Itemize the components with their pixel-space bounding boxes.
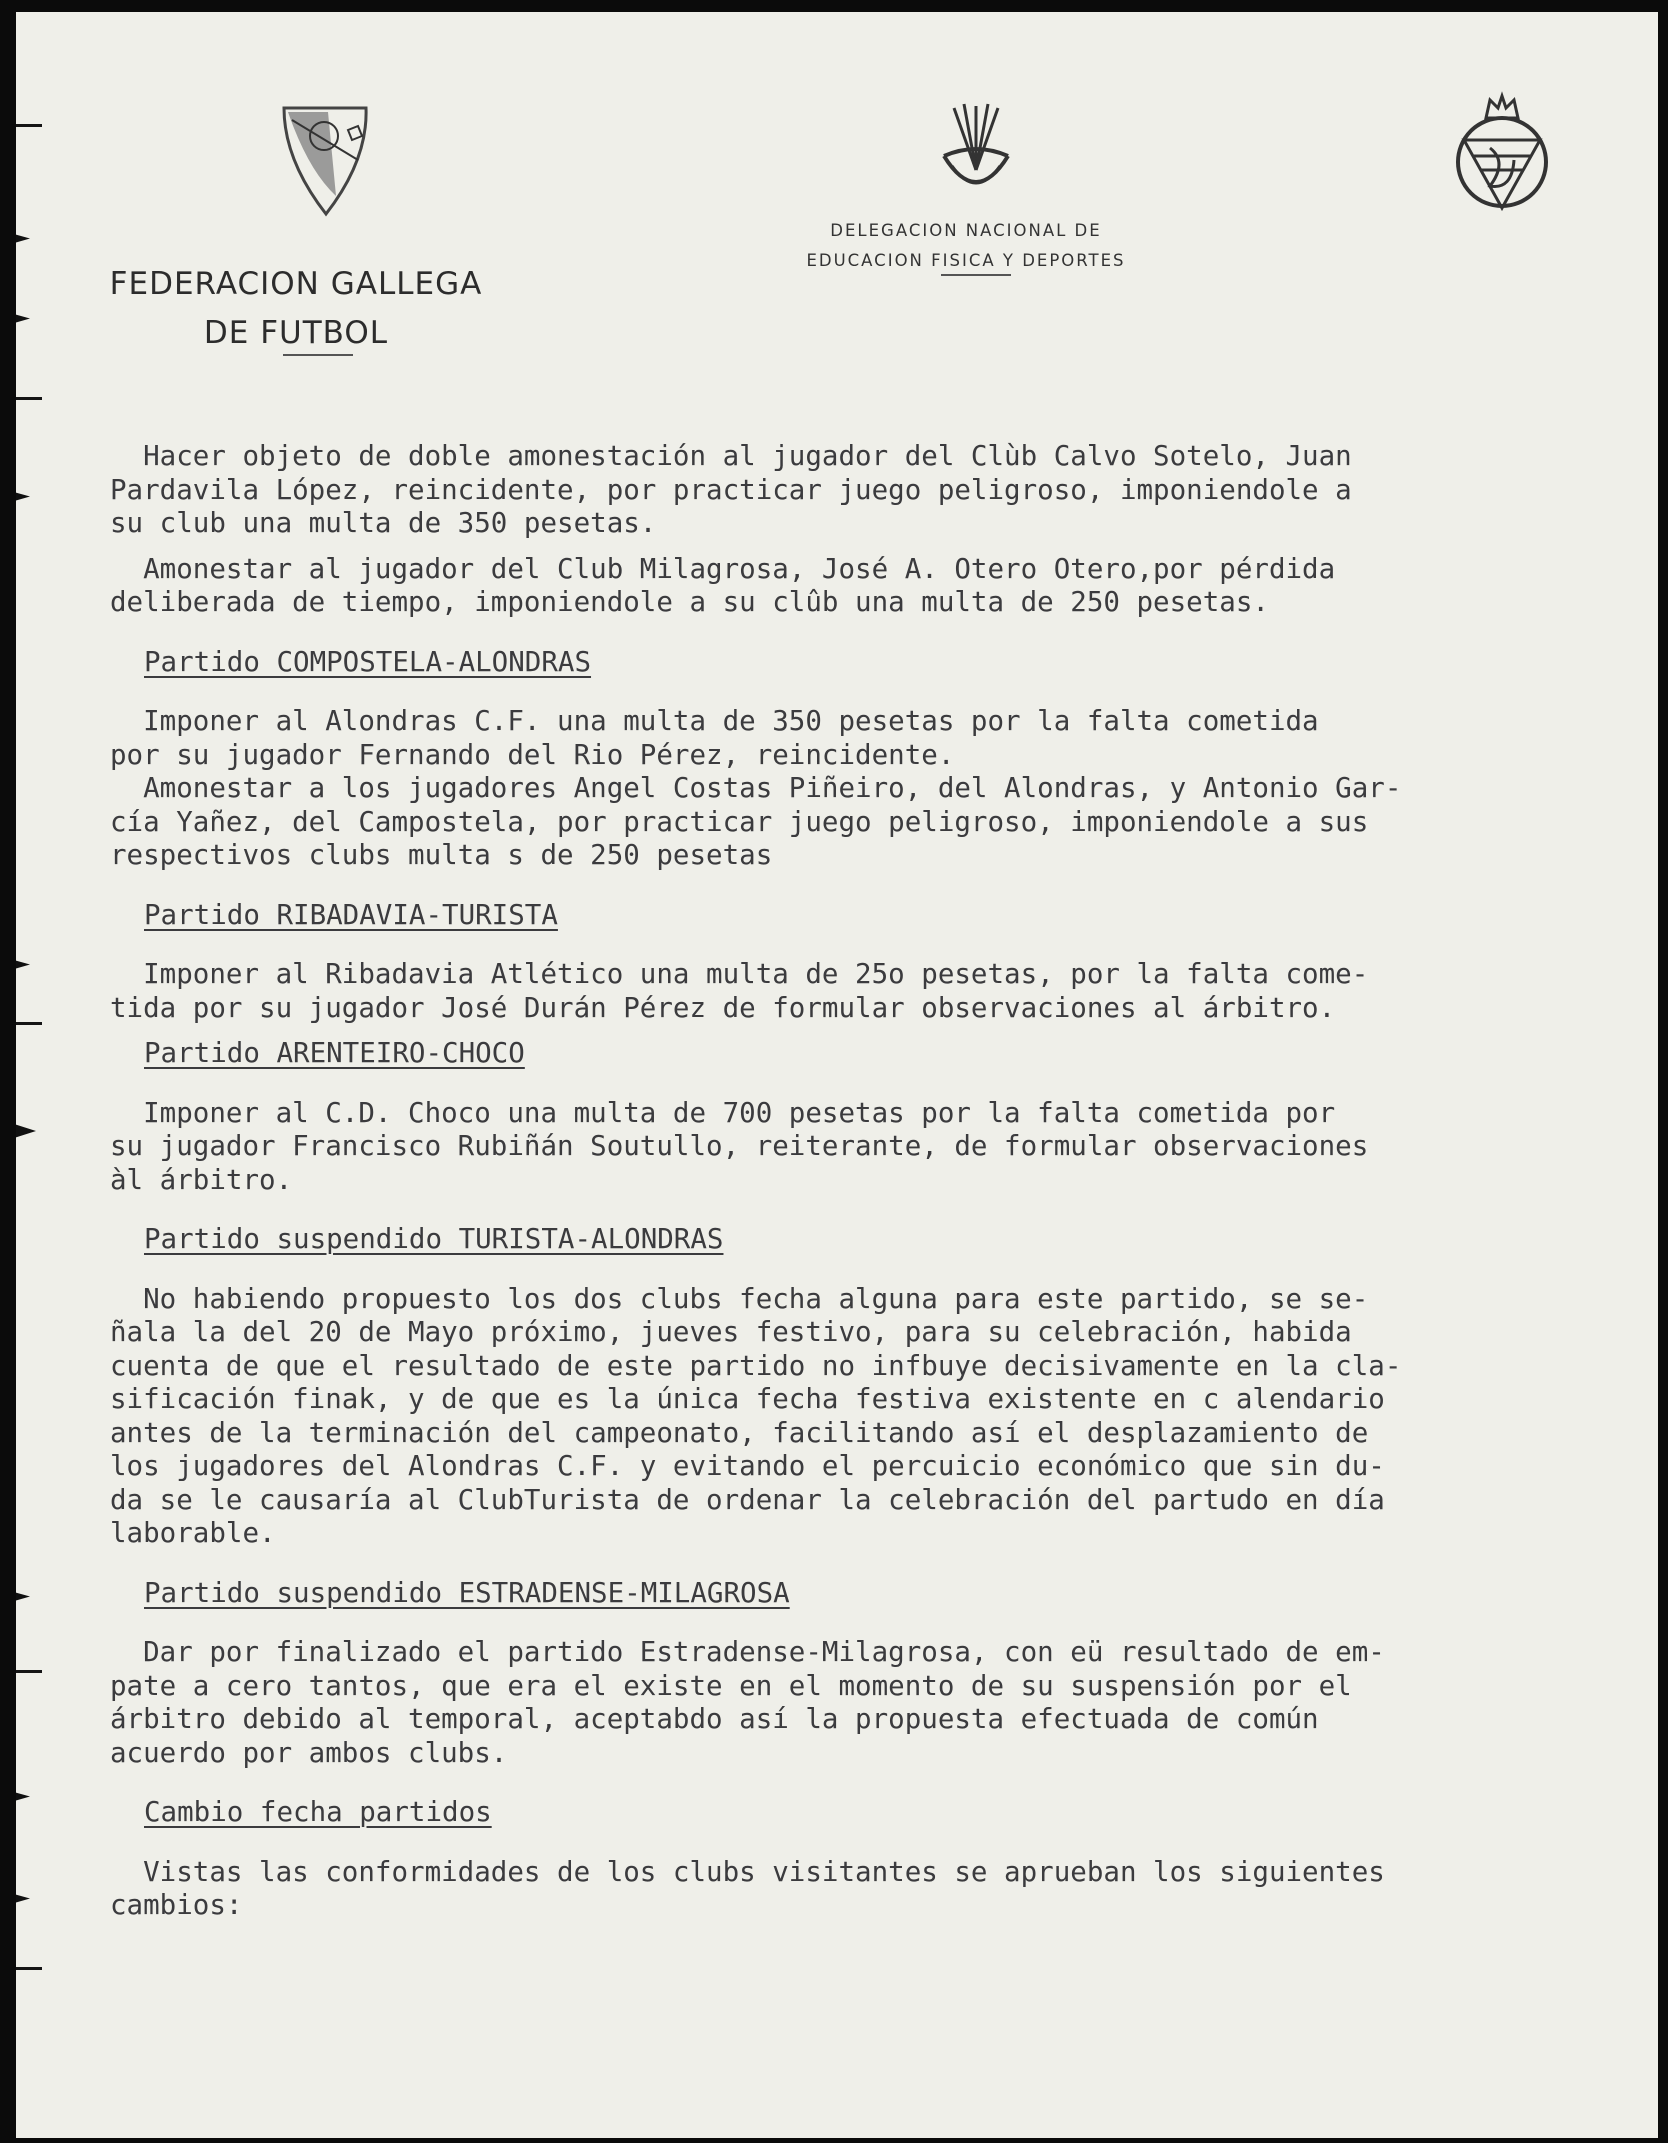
text-line: Imponer al Ribadavia Atlético una multa de 25o pesetas, por la falta come- [110, 958, 1369, 990]
yoke-and-arrows-emblem-icon [936, 100, 1016, 210]
punch-hole [16, 1792, 30, 1801]
paragraph [110, 1283, 1650, 1551]
paragraph [110, 553, 1650, 620]
edge-tear [16, 1670, 42, 1673]
crowned-football-crest-icon [1450, 90, 1554, 214]
section-heading: Partido suspendido ESTRADENSE-MILAGROSA [144, 1576, 790, 1609]
federation-title-line: FEDERACION GALLEGA [109, 266, 483, 302]
text-line: da se le causaría al ClubTurista de ordenar la celebración del partudo en día [110, 1483, 1385, 1516]
text-line: laborable. [110, 1517, 276, 1549]
delegation-title [756, 216, 1176, 276]
text-line: antes de la terminación del campeonato, facilitando así el desplazamiento de [110, 1416, 1369, 1449]
section-heading: Partido COMPOSTELA-ALONDRAS [144, 645, 592, 678]
text-line: los jugadores del Alondras C.F. y evitando el percuicio económico que sin du- [110, 1450, 1385, 1482]
text-line: tida por su jugador José Durán Pérez de formular observaciones al árbitro. [110, 991, 1336, 1024]
paragraph [110, 1097, 1650, 1198]
text-line: Imponer al Alondras C.F. una multa de 350 pesetas por la falta cometida [110, 705, 1319, 737]
document-body [110, 440, 1650, 1923]
delegation-title-line: EDUCACION FISICA Y DEPORTES [806, 251, 1126, 270]
paragraph [110, 958, 1650, 1025]
text-line: Imponer al C.D. Choco una multa de 700 pesetas por la falta cometida por [110, 1096, 1336, 1129]
text-line: Pardavila López, reincidente, por practicar juego peligroso, imponiendole a [110, 473, 1352, 506]
edge-tear [16, 1967, 42, 1970]
text-line: por su jugador Fernando del Rio Pérez, reincidente. [110, 738, 955, 771]
text-line: acuerdo por ambos clubs. [110, 1736, 508, 1769]
paragraph [110, 1636, 1650, 1770]
section-heading: Partido RIBADAVIA-TURISTA [144, 898, 558, 931]
text-line: Dar por finalizado el partido Estradense-Milagrosa, con eü resultado de em- [110, 1636, 1385, 1668]
delegation-title-line: DELEGACION NACIONAL DE [830, 221, 1102, 240]
edge-tear [16, 124, 42, 127]
text-line: deliberada de tiempo, imponiendole a su clûb una multa de 250 pesetas. [110, 586, 1269, 618]
divider [283, 354, 353, 356]
paragraph [110, 705, 1650, 873]
paragraph [110, 1856, 1650, 1923]
text-line: cambios: [110, 1889, 243, 1921]
text-line: pate a cero tantos, que era el existe en el momento de su suspensión por el [110, 1669, 1352, 1702]
text-line: cuenta de que el resultado de este partido no infbuye decisivamente en la cla- [110, 1349, 1402, 1382]
punch-hole [16, 314, 30, 323]
text-line: Amonestar al jugador del Club Milagrosa, José A. Otero Otero,por pérdida [110, 552, 1336, 585]
text-line: respectivos clubs multa s de 250 pesetas [110, 839, 773, 871]
punch-hole [16, 234, 30, 243]
edge-tear [16, 1022, 42, 1025]
punch-hole [16, 492, 30, 501]
federation-title-line: DE FUTBOL [203, 315, 389, 351]
punch-hole [16, 1592, 30, 1601]
punch-hole [16, 1894, 30, 1903]
section-heading: Partido suspendido TURISTA-ALONDRAS [144, 1223, 724, 1255]
section-heading: Cambio fecha partidos [144, 1796, 492, 1828]
divider [941, 274, 1011, 276]
text-line: Hacer objeto de doble amonestación al jugador del Clùb Calvo Sotelo, Juan [110, 440, 1352, 472]
text-line: Vistas las conformidades de los clubs visitantes se aprueban los siguientes [110, 1855, 1385, 1888]
text-line: ñala la del 20 de Mayo próximo, jueves festivo, para su celebración, habida [110, 1316, 1352, 1348]
text-line: su club una multa de 350 pesetas. [110, 507, 657, 539]
text-line: Amonestar a los jugadores Angel Costas Piñeiro, del Alondras, y Antonio Gar- [110, 772, 1402, 804]
punch-hole [16, 1124, 36, 1138]
text-line: No habiendo propuesto los dos clubs fecha alguna para este partido, se se- [110, 1282, 1369, 1315]
text-line: su jugador Francisco Rubiñán Soutullo, reiterante, de formular observaciones [110, 1130, 1369, 1162]
text-line: àl árbitro. [110, 1163, 293, 1196]
text-line: árbitro debido al temporal, aceptabdo así la propuesta efectuada de común [110, 1703, 1319, 1735]
section-heading: Partido ARENTEIRO-CHOCO [144, 1037, 525, 1069]
document-page [16, 12, 1658, 2138]
paragraph [110, 440, 1650, 541]
text-line: sificación finak, y de que es la única fecha festiva existente en c alendario [110, 1383, 1385, 1415]
edge-tear [16, 397, 42, 400]
punch-hole [16, 960, 30, 969]
federation-title [86, 260, 506, 358]
text-line: cía Yañez, del Campostela, por practicar juego peligroso, imponiendole a sus [110, 805, 1369, 838]
federacion-gallega-shield-icon [278, 100, 374, 220]
